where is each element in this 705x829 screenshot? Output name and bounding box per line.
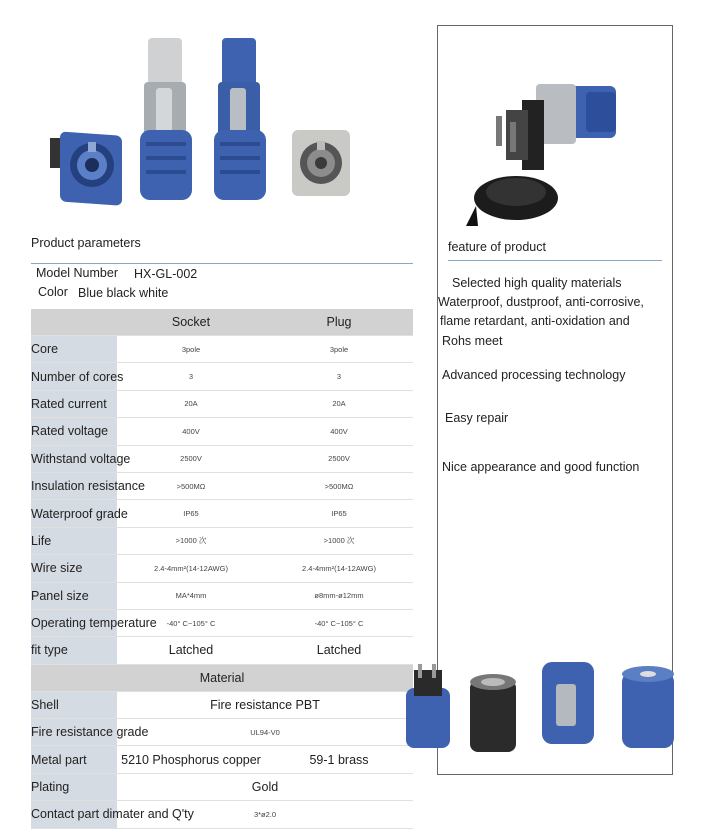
row-label: Shell [31,691,117,718]
plug-value: >500MΩ [265,472,413,499]
material-value: Gold [117,773,413,800]
feature-line: Easy repair [445,411,509,425]
blue-plug-image [214,38,266,200]
model-number-value: HX-GL-002 [134,267,198,281]
connector-assembly-image [466,66,646,236]
socket-value: 20A [117,390,265,417]
row-label: Panel size [31,582,117,609]
socket-value: IP65 [117,500,265,527]
row-label: Insulation resistance [31,472,117,499]
grey-socket-image [292,130,350,196]
table-row [31,445,413,472]
table-row [31,609,413,636]
material-value: UL94-V0 [117,719,413,746]
divider [31,263,413,264]
plug-value: 59-1 brass [265,746,413,773]
socket-value: >1000 次 [117,527,265,554]
row-label: Withstand voltage [31,445,117,472]
model-number-label: Model Number [36,266,118,280]
table-row [31,363,413,390]
feature-line: Nice appearance and good function [442,460,640,474]
row-label: Rated current [31,390,117,417]
row-label: Rated voltage [31,418,117,445]
parts-photo [400,650,700,760]
socket-value: MA*4mm [117,582,265,609]
row-label: Life [31,527,117,554]
table-row [31,746,413,773]
row-label: Operating temperature [31,609,117,636]
table-row [31,500,413,527]
row-label: Number of cores [31,363,117,390]
table-row [31,801,413,828]
row-label: Plating [31,773,117,800]
feature-line: flame retardant, anti-oxidation and [440,314,630,328]
blue-cap-image [622,666,674,748]
table-row [31,390,413,417]
feature-line: Waterproof, dustproof, anti-corrosive, [438,295,644,309]
black-insert-image [470,674,516,752]
material-value: 3*ø2.0 [117,801,413,828]
material-header-row [31,664,413,691]
blue-housing-image [542,662,594,744]
plug-value: 3 [265,363,413,390]
color-label: Color [38,285,68,299]
socket-value: 2500V [117,445,265,472]
plug-value: Latched [265,637,413,664]
table-row [31,773,413,800]
row-label: Waterproof grade [31,500,117,527]
socket-value: 2.4-4mm²(14-12AWG) [117,555,265,582]
table-row [31,555,413,582]
socket-value: 3 [117,363,265,390]
table-row [31,418,413,445]
socket-value: 5210 Phosphorus copper [117,746,265,773]
socket-insert-image [406,664,450,748]
row-label: Metal part [31,746,117,773]
feature-line: Advanced processing technology [442,368,626,382]
plug-value: 20A [265,390,413,417]
row-label: Wire size [31,555,117,582]
socket-value: >500MΩ [117,472,265,499]
product-parameters-title: Product parameters [31,236,141,250]
table-row [31,527,413,554]
table-row [31,472,413,499]
socket-value: 3pole [117,336,265,363]
row-label: Fire resistance grade [31,719,117,746]
plug-value: IP65 [265,500,413,527]
table-row [31,719,413,746]
col-socket: Socket [117,309,265,336]
table-row [31,336,413,363]
color-value: Blue black white [78,286,169,300]
col-plug: Plug [265,309,413,336]
table-header-row [31,309,413,336]
blue-socket-image [50,131,122,205]
plug-value: 2.4-4mm²(14-12AWG) [265,555,413,582]
plug-value: ø8mm-ø12mm [265,582,413,609]
plug-value: 2500V [265,445,413,472]
product-photo-top [40,30,380,210]
table-row [31,691,413,718]
plug-value: 3pole [265,336,413,363]
material-value: Fire resistance PBT [117,691,413,718]
row-label: Core [31,336,117,363]
feature-title: feature of product [448,240,546,254]
socket-value: 400V [117,418,265,445]
material-header: Material [31,664,413,691]
plug-value: 400V [265,418,413,445]
spec-table [31,309,413,829]
white-plug-image [140,38,192,200]
table-row [31,637,413,664]
socket-value: Latched [117,637,265,664]
divider [448,260,662,261]
row-label: Contact part dimater and Q'ty [31,801,117,828]
row-label: fit type [31,637,117,664]
plug-value: -40° C~105° C [265,609,413,636]
feature-line: Rohs meet [442,334,503,348]
plug-value: >1000 次 [265,527,413,554]
table-row [31,582,413,609]
feature-line: Selected high quality materials [452,276,622,290]
socket-value: -40° C~105° C [117,609,265,636]
